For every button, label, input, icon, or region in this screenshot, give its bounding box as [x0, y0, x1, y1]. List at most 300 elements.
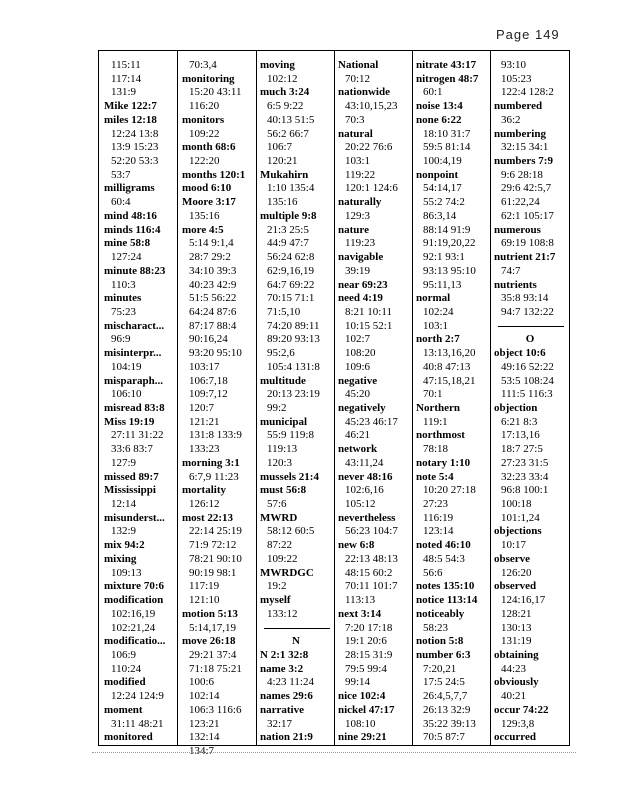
index-term: nevertheless [338, 511, 396, 524]
index-reference: 19:1 20:6 [345, 635, 387, 648]
index-reference: 108:10 [345, 717, 376, 730]
index-reference: 43:10,15,23 [345, 100, 398, 113]
index-reference: 103:1 [423, 319, 449, 332]
index-reference: 35:8 93:14 [501, 292, 549, 305]
index-term: mischaract... [104, 319, 165, 332]
index-term: monitoring [182, 72, 235, 85]
index-term: mood 6:10 [182, 182, 232, 195]
index-term: note 5:4 [416, 470, 454, 483]
index-reference: 119:23 [345, 237, 376, 250]
index-term: monitors [182, 113, 225, 126]
index-reference: 120:7 [189, 402, 215, 414]
index-reference: 123:21 [189, 717, 220, 730]
index-reference: 31:11 48:21 [111, 717, 164, 730]
index-reference: 109:7,12 [189, 388, 228, 401]
index-reference: 71:5,10 [267, 305, 301, 318]
index-reference: 126:12 [189, 498, 220, 511]
index-reference: 94:7 132:22 [501, 305, 554, 318]
index-reference: 95:2,6 [267, 347, 295, 360]
index-term: normal [416, 292, 451, 305]
index-term: mix 94:2 [104, 539, 145, 552]
index-term: navigable [338, 251, 384, 264]
index-term: most 22:13 [182, 511, 234, 524]
index-reference: 100:18 [501, 498, 532, 511]
index-term: miles 12:18 [104, 113, 157, 126]
index-reference: 62:9,16,19 [267, 264, 315, 277]
page-bottom-rule [92, 752, 576, 754]
index-reference: 56:24 62:8 [267, 251, 315, 264]
index-reference: 34:10 39:3 [189, 264, 237, 277]
index-reference: 89:20 93:13 [267, 333, 320, 346]
index-term: occur 74:22 [494, 703, 549, 716]
index-term: numbers 7:9 [494, 155, 553, 168]
index-reference: 27:23 31:5 [501, 456, 549, 469]
index-term: Mississippi [104, 484, 156, 497]
index-term: numbering [494, 127, 546, 140]
index-reference: 59:5 81:14 [423, 141, 471, 154]
index-reference: 27:23 [423, 498, 449, 511]
index-reference: 49:16 52:22 [501, 360, 554, 373]
index-column-1 [104, 58, 176, 746]
index-reference: 71:18 75:21 [189, 662, 242, 675]
index-term: MWRD [260, 511, 298, 524]
index-term: mine 58:8 [104, 237, 151, 250]
index-reference: 18:10 31:7 [423, 127, 471, 140]
index-reference: 48:5 54:3 [423, 552, 465, 565]
index-reference: 109:22 [267, 552, 298, 565]
index-reference: 26:4,5,7,7 [423, 690, 468, 703]
index-reference: 117:14 [111, 72, 142, 85]
index-reference: 106:10 [111, 388, 142, 401]
index-term: naturally [338, 196, 382, 209]
index-term: month 68:6 [182, 141, 236, 154]
index-term: objection [494, 402, 538, 414]
index-reference: 56:2 66:7 [267, 127, 309, 140]
index-column-5 [416, 58, 488, 746]
index-reference: 78:18 [423, 443, 449, 456]
index-term: motion 5:13 [182, 607, 238, 620]
index-reference: 78:21 90:10 [189, 552, 242, 565]
index-term: misread 83:8 [104, 402, 165, 414]
index-reference: 33:6 83:7 [111, 443, 153, 456]
index-reference: 58:23 [423, 621, 449, 634]
index-column-6 [494, 58, 566, 746]
index-term: minute 88:23 [104, 264, 166, 277]
index-term: notice 113:14 [416, 594, 478, 607]
index-reference: 132:9 [111, 525, 137, 538]
index-term: negative [338, 374, 378, 387]
index-term: Mike 122:7 [104, 100, 157, 113]
index-reference: 46:21 [345, 429, 371, 442]
index-reference: 102:24 [423, 305, 454, 318]
index-reference: 100:6 [189, 676, 215, 689]
index-reference: 110:3 [111, 278, 136, 291]
index-reference: 10:17 [501, 539, 527, 552]
index-term: nine 29:21 [338, 731, 387, 744]
index-reference: 102:12 [267, 72, 298, 85]
index-reference: 20:22 76:6 [345, 141, 393, 154]
index-reference: 64:24 87:6 [189, 305, 237, 318]
index-term: modified [104, 676, 146, 689]
index-term: noticeably [416, 607, 465, 620]
index-term: Moore 3:17 [182, 196, 236, 209]
index-reference: 39:19 [345, 264, 371, 277]
index-reference: 12:24 13:8 [111, 127, 159, 140]
index-reference: 102:14 [189, 690, 220, 703]
index-reference: 70:3 [345, 113, 365, 126]
index-term: nickel 47:17 [338, 703, 395, 716]
index-reference: 99:2 [267, 402, 287, 414]
index-reference: 45:23 46:17 [345, 415, 398, 428]
index-term: mixture 70:6 [104, 580, 164, 593]
index-reference: 119:22 [345, 168, 376, 181]
index-term: missed 89:7 [104, 470, 159, 483]
index-reference: 87:17 88:4 [189, 319, 237, 332]
index-reference: 129:3 [345, 209, 371, 222]
index-reference: 32:17 [267, 717, 293, 730]
index-reference: 88:14 91:9 [423, 223, 471, 236]
index-reference: 129:3,8 [501, 717, 535, 730]
index-reference: 109:6 [345, 360, 371, 373]
index-term: object 10:6 [494, 347, 546, 360]
index-reference: 79:5 99:4 [345, 662, 387, 675]
index-reference: 105:12 [345, 498, 376, 511]
index-reference: 22:13 48:13 [345, 552, 398, 565]
index-reference: 54:14,17 [423, 182, 462, 195]
index-reference: 53:5 108:24 [501, 374, 554, 387]
index-term: obtaining [494, 648, 539, 661]
index-reference: 100:4,19 [423, 155, 462, 168]
index-reference: 86:3,14 [423, 209, 457, 222]
column-divider [177, 50, 178, 746]
index-reference: 71:9 72:12 [189, 539, 237, 552]
index-term: more 4:5 [182, 223, 224, 236]
index-term: myself [260, 594, 291, 607]
index-term: nice 102:4 [338, 690, 386, 703]
index-reference: 133:23 [189, 443, 220, 456]
index-term: MWRDGC [260, 566, 314, 579]
index-term: obviously [494, 676, 539, 689]
index-reference: 108:20 [345, 347, 376, 360]
index-reference: 95:11,13 [423, 278, 462, 291]
index-reference: 64:7 69:22 [267, 278, 315, 291]
index-term: notion 5:8 [416, 635, 464, 648]
index-reference: 5:14,17,19 [189, 621, 237, 634]
index-term: modification [104, 594, 164, 607]
index-reference: 87:22 [267, 539, 293, 552]
index-term: numbered [494, 100, 543, 113]
index-reference: 104:19 [111, 360, 142, 373]
index-term: mixing [104, 552, 137, 565]
index-reference: 106:7,18 [189, 374, 228, 387]
index-term: multiple 9:8 [260, 209, 317, 222]
index-reference: 28:7 29:2 [189, 251, 231, 264]
index-reference: 28:15 31:9 [345, 648, 393, 661]
index-reference: 21:3 25:5 [267, 223, 309, 236]
index-term: moving [260, 59, 295, 71]
index-term: much 3:24 [260, 86, 310, 99]
index-term: nation 21:9 [260, 731, 313, 744]
index-column-3 [260, 58, 332, 746]
index-reference: 55:9 119:8 [267, 429, 314, 442]
index-reference: 22:14 25:19 [189, 525, 242, 538]
index-reference: 122:4 128:2 [501, 86, 554, 99]
index-reference: 47:15,18,21 [423, 374, 476, 387]
index-term: narrative [260, 703, 304, 716]
index-term: number 6:3 [416, 648, 471, 661]
index-reference: 57:6 [267, 498, 287, 511]
index-reference: 10:20 27:18 [423, 484, 476, 497]
index-term: nature [338, 223, 369, 236]
index-reference: 131:8 133:9 [189, 429, 242, 442]
index-reference: 116:20 [189, 100, 220, 113]
column-divider [256, 50, 257, 746]
index-reference: 130:13 [501, 621, 532, 634]
index-reference: 8:21 10:11 [345, 305, 392, 318]
index-term: none 6:22 [416, 113, 462, 126]
index-term: monitored [104, 731, 153, 744]
index-reference: 126:20 [501, 566, 532, 579]
index-column-4 [338, 58, 410, 746]
index-reference: 115:11 [111, 59, 141, 71]
index-reference: 102:7 [345, 333, 371, 346]
index-reference: 127:9 [111, 456, 137, 469]
index-reference: 18:7 27:5 [501, 443, 543, 456]
index-term: minds 116:4 [104, 223, 161, 236]
index-reference: 15:20 43:11 [189, 86, 242, 99]
index-term: notes 135:10 [416, 580, 475, 593]
index-reference: 93:10 [501, 59, 527, 71]
index-reference: 132:14 [189, 731, 220, 744]
index-term: N 2:1 32:8 [260, 648, 309, 661]
index-reference: 102:6,16 [345, 484, 384, 497]
index-reference: 111:5 116:3 [501, 388, 553, 401]
index-reference: 135:16 [267, 196, 298, 209]
index-term: moment [104, 703, 143, 716]
index-reference: 6:5 9:22 [267, 100, 304, 113]
index-term: nutrients [494, 278, 537, 291]
index-reference: 4:23 11:24 [267, 676, 314, 689]
index-term: numerous [494, 223, 541, 236]
index-reference: 75:23 [111, 305, 137, 318]
index-reference: 116:19 [423, 511, 454, 524]
section-letter-heading: N [292, 635, 300, 648]
index-reference: 105:23 [501, 72, 532, 85]
column-divider [412, 50, 413, 746]
index-reference: 103:1 [345, 155, 371, 168]
index-reference: 52:20 53:3 [111, 155, 159, 168]
index-reference: 120:21 [267, 155, 298, 168]
index-reference: 96:8 100:1 [501, 484, 549, 497]
index-reference: 70:12 [345, 72, 371, 85]
index-term: new 6:8 [338, 539, 375, 552]
index-column-2 [182, 58, 254, 757]
index-term: nitrogen 48:7 [416, 72, 479, 85]
index-reference: 36:2 [501, 113, 521, 126]
index-term: northmost [416, 429, 465, 442]
index-term: nonpoint [416, 168, 459, 181]
index-reference: 62:1 105:17 [501, 209, 554, 222]
index-reference: 55:2 74:2 [423, 196, 465, 209]
index-reference: 13:9 15:23 [111, 141, 159, 154]
index-reference: 106:7 [267, 141, 293, 154]
index-reference: 131:9 [111, 86, 137, 99]
index-reference: 70:15 71:1 [267, 292, 315, 305]
index-term: north 2:7 [416, 333, 460, 346]
index-reference: 102:21,24 [111, 621, 156, 634]
index-term: near 69:23 [338, 278, 388, 291]
index-term: Northern [416, 402, 460, 414]
index-reference: 90:19 98:1 [189, 566, 237, 579]
index-term: misinterpr... [104, 347, 162, 360]
column-divider [334, 50, 335, 746]
index-reference: 106:3 116:6 [189, 703, 242, 716]
index-term: mussels 21:4 [260, 470, 319, 483]
index-term: months 120:1 [182, 168, 246, 181]
index-reference: 48:15 60:2 [345, 566, 393, 579]
index-reference: 17:13,16 [501, 429, 540, 442]
index-reference: 121:10 [189, 594, 220, 607]
index-reference: 70:11 101:7 [345, 580, 398, 593]
index-reference: 19:2 [267, 580, 287, 593]
index-term: National [338, 59, 379, 71]
index-reference: 40:23 42:9 [189, 278, 237, 291]
index-reference: 101:1,24 [501, 511, 540, 524]
index-reference: 27:11 31:22 [111, 429, 164, 442]
index-reference: 135:16 [189, 209, 220, 222]
index-reference: 122:20 [189, 155, 220, 168]
index-reference: 6:21 8:3 [501, 415, 538, 428]
index-term: municipal [260, 415, 308, 428]
index-reference: 106:9 [111, 648, 137, 661]
index-term: mind 48:16 [104, 209, 157, 222]
index-reference: 99:14 [345, 676, 371, 689]
index-reference: 12:14 [111, 498, 137, 511]
index-term: noted 46:10 [416, 539, 471, 552]
index-term: natural [338, 127, 373, 140]
index-term: move 26:18 [182, 635, 236, 648]
index-reference: 110:24 [111, 662, 142, 675]
index-reference: 123:14 [423, 525, 454, 538]
index-term: modificatio... [104, 635, 166, 648]
index-reference: 69:19 108:8 [501, 237, 554, 250]
index-reference: 74:20 89:11 [267, 319, 320, 332]
index-term: objections [494, 525, 542, 538]
index-reference: 74:7 [501, 264, 521, 277]
index-reference: 124:16,17 [501, 594, 546, 607]
index-reference: 5:14 9:1,4 [189, 237, 234, 250]
index-term: nutrient 21:7 [494, 251, 556, 264]
index-reference: 90:16,24 [189, 333, 228, 346]
index-reference: 58:12 60:5 [267, 525, 315, 538]
index-reference: 9:6 28:18 [501, 168, 543, 181]
index-reference: 44:23 [501, 662, 527, 675]
index-reference: 105:4 131:8 [267, 360, 320, 373]
index-term: notary 1:10 [416, 456, 471, 469]
index-term: never 48:16 [338, 470, 393, 483]
index-term: occurred [494, 731, 536, 744]
index-reference: 117:19 [189, 580, 220, 593]
index-reference: 43:11,24 [345, 456, 384, 469]
index-reference: 32:23 33:4 [501, 470, 549, 483]
index-term: negatively [338, 402, 386, 414]
index-reference: 44:9 47:7 [267, 237, 309, 250]
index-reference: 53:7 [111, 168, 131, 181]
index-reference: 93:20 95:10 [189, 347, 242, 360]
index-reference: 109:13 [111, 566, 142, 579]
index-reference: 32:15 34:1 [501, 141, 549, 154]
index-term: misparaph... [104, 374, 163, 387]
index-reference: 35:22 39:13 [423, 717, 476, 730]
index-reference: 119:1 [423, 415, 448, 428]
index-reference: 109:22 [189, 127, 220, 140]
index-reference: 121:21 [189, 415, 220, 428]
index-reference: 127:24 [111, 251, 142, 264]
index-term: Mukahirn [260, 168, 309, 181]
index-reference: 60:1 [423, 86, 443, 99]
index-reference: 40:21 [501, 690, 527, 703]
index-reference: 91:19,20,22 [423, 237, 476, 250]
index-reference: 103:17 [189, 360, 220, 373]
index-reference: 119:13 [267, 443, 298, 456]
index-term: mortality [182, 484, 226, 497]
index-reference: 61:22,24 [501, 196, 540, 209]
index-reference: 29:21 37:4 [189, 648, 237, 661]
index-reference: 1:10 135:4 [267, 182, 315, 195]
index-term: must 56:8 [260, 484, 307, 497]
index-reference: 133:12 [267, 607, 298, 620]
index-reference: 12:24 124:9 [111, 690, 164, 703]
index-reference: 40:8 47:13 [423, 360, 471, 373]
index-reference: 40:13 51:5 [267, 113, 315, 126]
index-reference: 29:6 42:5,7 [501, 182, 552, 195]
index-term: Miss 19:19 [104, 415, 155, 428]
page-number: Page 149 [496, 27, 560, 42]
index-term: milligrams [104, 182, 155, 195]
index-term: name 3:2 [260, 662, 304, 675]
index-reference: 102:16,19 [111, 607, 156, 620]
index-reference: 13:13,16,20 [423, 347, 476, 360]
index-reference: 120:1 124:6 [345, 182, 398, 195]
index-reference: 70:5 87:7 [423, 731, 465, 744]
index-reference: 10:15 52:1 [345, 319, 393, 332]
index-term: observe [494, 552, 531, 565]
index-reference: 70:1 [423, 388, 443, 401]
index-reference: 7:20,21 [423, 662, 457, 675]
index-term: next 3:14 [338, 607, 382, 620]
index-reference: 56:6 [423, 566, 443, 579]
column-divider [490, 50, 491, 746]
index-reference: 93:13 95:10 [423, 264, 476, 277]
index-term: misunderst... [104, 511, 165, 524]
index-reference: 134:7 [189, 745, 215, 757]
index-reference: 92:1 93:1 [423, 251, 465, 264]
index-reference: 60:4 [111, 196, 131, 209]
index-reference: 6:7,9 11:23 [189, 470, 239, 483]
index-reference: 70:3,4 [189, 59, 217, 71]
index-term: observed [494, 580, 537, 593]
section-letter-heading: O [525, 333, 535, 346]
index-term: network [338, 443, 378, 456]
index-term: noise 13:4 [416, 100, 463, 113]
index-reference: 113:13 [345, 594, 376, 607]
index-reference: 17:5 24:5 [423, 676, 465, 689]
index-reference: 128:21 [501, 607, 532, 620]
index-term: nitrate 43:17 [416, 59, 477, 71]
index-reference: 120:3 [267, 456, 293, 469]
index-term: nationwide [338, 86, 390, 99]
index-reference: 56:23 104:7 [345, 525, 398, 538]
